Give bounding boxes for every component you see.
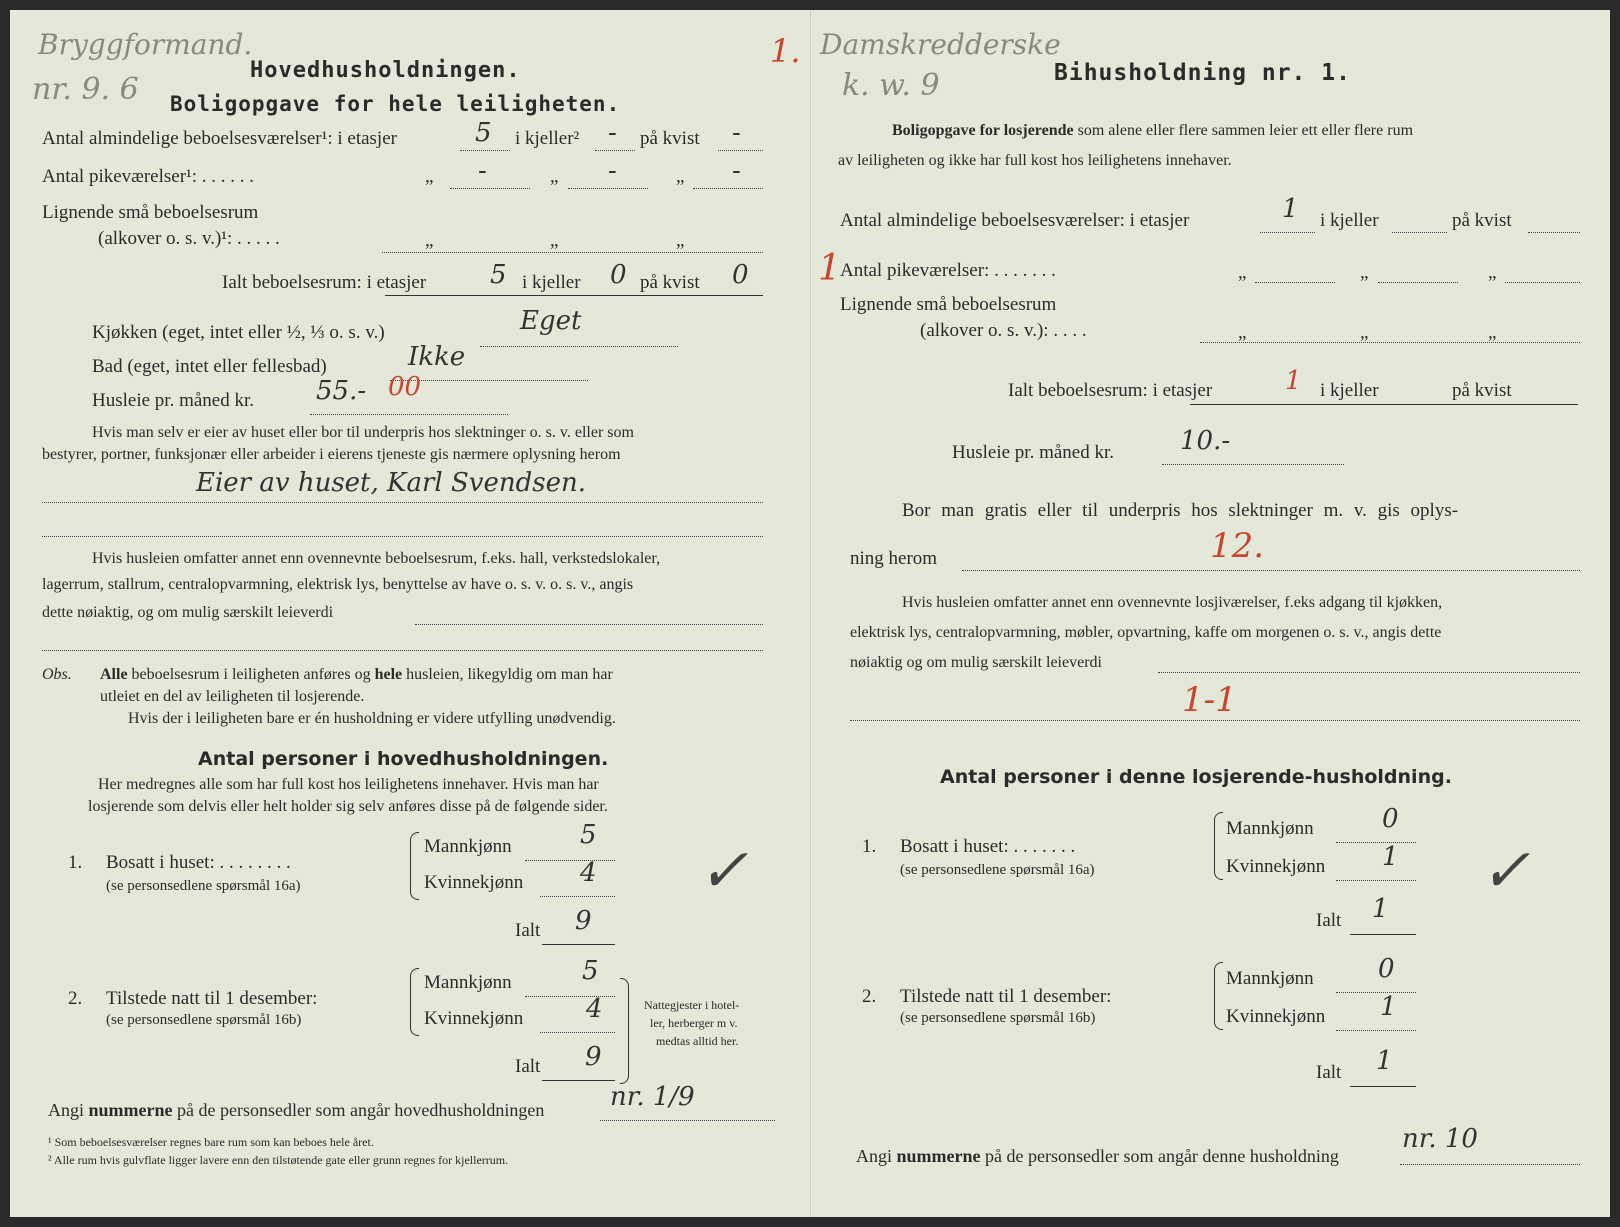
left-row3-quote1: „ [425,230,434,251]
left-s1-ialt-value: 9 [575,906,592,936]
left-angi-value: nr. 1/9 [610,1082,695,1112]
left-angi-line [600,1120,775,1121]
right-row3-quote2: „ [1360,322,1369,343]
left-row2-value1: - [478,156,487,186]
left-row2-quote3: „ [676,166,685,187]
right-s2-label: Tilstede natt til 1 desember: [900,986,1112,1007]
left-obs-label: Obs. [42,666,72,683]
left-omfatter-line2 [42,650,763,651]
left-natt-text3: medtas alltid her. [656,1034,739,1048]
left-kjokken-label: Kjøkken (eget, intet eller ½, ⅓ o. s. v.) [92,322,385,343]
left-natt-text2: ler, herberger m v. [650,1016,738,1030]
right-row1-label: Antal almindelige beboelsesværelser: i etasjer [840,210,1190,231]
right-intro-text1: som alene eller flere sammen leier ett eller flere rum [1077,122,1414,139]
right-s1-ialt-label: Ialt [1316,910,1342,931]
left-obs-alle: Alle [100,666,128,683]
left-s2-label: Tilstede natt til 1 desember: [106,988,318,1009]
left-row1-label: Antal almindelige beboelsesværelser¹: i etasjer [42,128,397,149]
left-s2-brace [410,968,419,1036]
right-s2-ialt-label: Ialt [1316,1062,1342,1083]
right-angi-nummerne: nummerne [896,1146,981,1166]
left-obs-text3: Hvis der i leiligheten bare er én husholdning er videre utfylling unødvendig. [128,710,616,727]
right-row2-line1 [1255,282,1335,283]
left-angi-c: på de personsedler som angår hovedhusholdningen [177,1100,545,1120]
left-s1-k-line [540,896,615,897]
right-row1-kvist-label: på kvist [1452,210,1512,231]
right-angi-c: på de personsedler som angår denne husholdning [985,1146,1339,1166]
right-row1-kvist-line [1528,232,1580,233]
right-row2-quote3: „ [1488,262,1497,283]
right-omfatter-line1 [1158,672,1580,673]
left-angi-nummerne: nummerne [88,1100,173,1120]
left-bad-label: Bad (eget, intet eller fellesbad) [92,356,327,377]
annotation-number-right: k. w. 9 [842,68,940,103]
right-s1-k-value: 1 [1382,842,1399,872]
left-ialt-kjeller-label: i kjeller [522,272,581,293]
left-omfatter-text3: dette nøiaktig, og om mulig særskilt leieverdi [42,604,334,621]
right-ialt-line [1190,404,1578,405]
left-subtitle: Boligopgave for hele leiligheten. [170,92,621,116]
left-s2-m-value: 5 [582,956,599,986]
left-eier-text2: bestyrer, portner, funksjonær eller arbeider i eierens tjeneste gis nærmere oplysning herom [42,446,621,463]
left-title: Hovedhusholdningen. [250,58,521,83]
left-eier-value: Eier av huset, Karl Svendsen. [196,468,586,498]
right-gratis-text2: ning herom [850,548,938,569]
left-eier-text1: Hvis man selv er eier av huset eller bor til underpris hos slektninger o. s. v. eller som [92,424,634,441]
left-husleie-label: Husleie pr. måned kr. [92,390,254,411]
right-s1-k-line [1336,880,1416,881]
right-s2-ialt-line [1350,1086,1416,1087]
left-s1-m-line [525,860,615,861]
left-s2-k-line [540,1032,615,1033]
right-row2-quote1: „ [1238,262,1247,283]
left-row1-kvist-label: på kvist [640,128,700,149]
right-row3-quote1: „ [1238,322,1247,343]
left-ialt-line [385,295,763,296]
right-persons-title: Antal personer i denne losjerende-husholdning. [940,766,1452,788]
left-persons-text2: losjerende som delvis eller helt holder sig selv anføres disse på de følgende sider. [88,798,608,815]
left-row1-kvist-line [718,150,763,151]
right-omfatter-text3: nøiaktig og om mulig særskilt leieverdi [850,654,1102,671]
right-row1-kjeller-line [1392,232,1447,233]
right-row2-label: Antal pikeværelser: . . . . . . . [840,260,1056,281]
left-s2-sub: (se personsedlene spørsmål 16b) [106,1012,302,1028]
left-row3-quote2: „ [550,230,559,251]
right-s2-k-line [1336,1030,1416,1031]
left-angi-a: Angi [48,1100,84,1120]
right-row3-label2: (alkover o. s. v.): . . . . [920,320,1087,341]
left-row2-line1 [450,188,530,189]
census-form-sheet [10,10,1610,1217]
annotation-red-number: 1. [770,32,801,70]
left-row1-etasjer-value: 5 [475,118,492,148]
left-row1-kjeller-label: i kjeller² [515,128,580,149]
right-s2-sub: (se personsedlene spørsmål 16b) [900,1010,1096,1026]
right-intro-text2: av leiligheten og ikke har full kost hos leilighetens innehaver. [838,152,1232,169]
right-intro-bold: Boligopgave for losjerende [892,122,1074,139]
right-check-mark: ✓ [1480,836,1531,906]
left-obs-text1d: husleien, likegyldig om man har [406,666,613,683]
left-row3-label1: Lignende små beboelsesrum [42,202,259,223]
right-gratis-red-mark: 12. [1210,526,1265,566]
left-s1-sub: (se personsedlene spørsmål 16a) [106,878,301,894]
left-eier-line2 [42,536,763,537]
left-row1-kjeller-line [595,150,635,151]
left-persons-title: Antal personer i hovedhusholdningen. [198,748,609,770]
left-omfatter-text2: lagerrum, stallrum, centralopvarmning, elektrisk lys, benyttelse av have o. s. v. o. s. v., angis [42,576,634,593]
right-row2-quote2: „ [1360,262,1369,283]
left-eier-line1 [42,502,763,503]
left-husleie-line [310,414,508,415]
right-husleie-line [1162,464,1344,465]
left-s2-ialt-label: Ialt [515,1056,541,1077]
right-s2-k-value: 1 [1380,992,1397,1022]
left-s1-ialt-line [542,944,615,945]
annotation-number-left: nr. 9. 6 [32,72,139,107]
left-natt-text1: Nattegjester i hotel- [644,998,740,1012]
left-check-mark: ✓ [698,836,749,906]
right-s1-ialt-value: 1 [1372,894,1389,924]
right-ialt-kvist-label: på kvist [1452,380,1512,401]
left-s2-ialt-value: 9 [585,1042,602,1072]
left-obs-text2: utleiet en del av leiligheten til losjerende. [100,688,365,705]
right-s1-m-label: Mannkjønn [1226,818,1314,839]
right-row3-line [1200,342,1580,343]
left-s1-ialt-label: Ialt [515,920,541,941]
left-ialt-kvist-value: 0 [732,260,749,290]
right-row1-etasjer-value: 1 [1282,194,1299,224]
right-s1-sub: (se personsedlene spørsmål 16a) [900,862,1095,878]
left-s2-k-value: 4 [586,994,603,1024]
left-obs-text1b: beboelsesrum i leiligheten anføres og [131,666,371,683]
right-s1-num: 1. [862,836,877,857]
left-row1-kjeller-value: - [608,118,617,148]
left-footnote1: ¹ Som beboelsesværelser regnes bare rum som kan beboes hele året. [48,1135,374,1149]
right-s2-num: 2. [862,986,877,1007]
right-s2-brace [1214,962,1223,1030]
right-angi-value: nr. 10 [1402,1124,1478,1154]
left-row3-quote3: „ [676,230,685,251]
left-obs-hele: hele [374,666,403,683]
annotation-occupation-left: Bryggformand. [38,28,253,61]
left-row2-value2: - [608,156,617,186]
left-row2-quote1: „ [425,166,434,187]
left-s2-m-label: Mannkjønn [424,972,512,993]
right-s2-m-line [1336,992,1416,993]
left-row2-quote2: „ [550,166,559,187]
left-s1-m-value: 5 [580,820,597,850]
right-gratis-text1: Bor man gratis eller til underpris hos slektninger m. v. gis oplys- [902,500,1459,521]
right-angi-line [1400,1164,1580,1165]
left-row1-kvist-value: - [732,118,741,148]
left-row1-etasjer-line [460,150,510,151]
right-s1-m-value: 0 [1382,804,1399,834]
left-husleie-value: 55.- [316,376,367,406]
right-s1-ialt-line [1350,934,1416,935]
right-s2-k-label: Kvinnekjønn [1226,1006,1326,1027]
left-row2-value3: - [732,156,741,186]
right-row3-label1: Lignende små beboelsesrum [840,294,1057,315]
left-husleie-red-mark: 00 [388,372,422,402]
left-s1-k-label: Kvinnekjønn [424,872,524,893]
left-kjokken-value: Eget [520,306,582,336]
right-s1-label: Bosatt i huset: . . . . . . . [900,836,1076,857]
right-row1-kjeller-label: i kjeller [1320,210,1379,231]
right-row2-line2 [1378,282,1458,283]
left-footnote2: ² Alle rum hvis gulvflate ligger lavere enn den tilstøtende gate eller grunn regnes for kjellerrum. [48,1153,509,1167]
right-s1-brace [1214,812,1223,880]
right-s1-k-label: Kvinnekjønn [1226,856,1326,877]
left-s2-num: 2. [68,988,83,1009]
right-row2-line3 [1505,282,1580,283]
right-ialt-label: Ialt beboelsesrum: i etasjer [1008,380,1213,401]
right-title: Bihusholdning nr. 1. [1054,60,1351,86]
right-omfatter-red-mark: 1-1 [1182,680,1237,720]
left-ialt-kvist-label: på kvist [640,272,700,293]
left-row2-line2 [568,188,648,189]
left-omfatter-line1 [415,624,763,625]
right-gratis-line [962,570,1580,571]
right-s2-m-label: Mannkjønn [1226,968,1314,989]
left-s1-brace [410,832,419,900]
left-s1-m-label: Mannkjønn [424,836,512,857]
right-row1-etasjer-line [1260,232,1315,233]
left-s2-ialt-line [542,1080,615,1081]
left-omfatter-text1: Hvis husleien omfatter annet enn ovennevnte beboelsesrum, f.eks. hall, verkstedslokaler, [92,550,661,567]
annotation-occupation-right: Damskredderske [820,28,1061,61]
left-s1-k-value: 4 [580,858,597,888]
left-row3-line [382,252,763,253]
left-row2-label: Antal pikeværelser¹: . . . . . . [42,166,255,187]
right-omfatter-text2: elektrisk lys, centralopvarmning, møbler, opvartning, kaffe om morgenen o. s. v., angis dette [850,624,1442,641]
right-husleie-value: 10.- [1180,426,1231,456]
left-s1-label: Bosatt i huset: . . . . . . . . [106,852,291,873]
left-ialt-label: Ialt beboelsesrum: i etasjer [222,272,427,293]
left-persons-text1: Her medregnes alle som har full kost hos leilighetens innehaver. Hvis man har [98,776,599,793]
left-kjokken-line [480,346,678,347]
right-s2-m-value: 0 [1378,954,1395,984]
left-ialt-etasjer-value: 5 [490,260,507,290]
right-ialt-kjeller-label: i kjeller [1320,380,1379,401]
left-s1-num: 1. [68,852,83,873]
left-row3-label2: (alkover o. s. v.)¹: . . . . . [98,228,280,249]
right-s2-ialt-value: 1 [1376,1046,1393,1076]
right-row3-quote3: „ [1488,322,1497,343]
left-s2-k-label: Kvinnekjønn [424,1008,524,1029]
right-angi-a: Angi [856,1146,892,1166]
page-fold-divider [810,10,811,1217]
right-omfatter-line2 [850,720,1580,721]
right-row2-red-mark: 1 [818,248,841,289]
left-row2-line3 [693,188,763,189]
right-ialt-etasjer-value: 1 [1285,366,1302,396]
left-natt-brace [620,978,629,1084]
right-s1-m-line [1336,842,1416,843]
right-husleie-label: Husleie pr. måned kr. [952,442,1114,463]
left-bad-value: Ikke [408,342,466,372]
left-ialt-kjeller-value: 0 [610,260,627,290]
right-omfatter-text1: Hvis husleien omfatter annet enn ovennevnte losjiværelser, f.eks adgang til kjøkken, [902,594,1443,611]
